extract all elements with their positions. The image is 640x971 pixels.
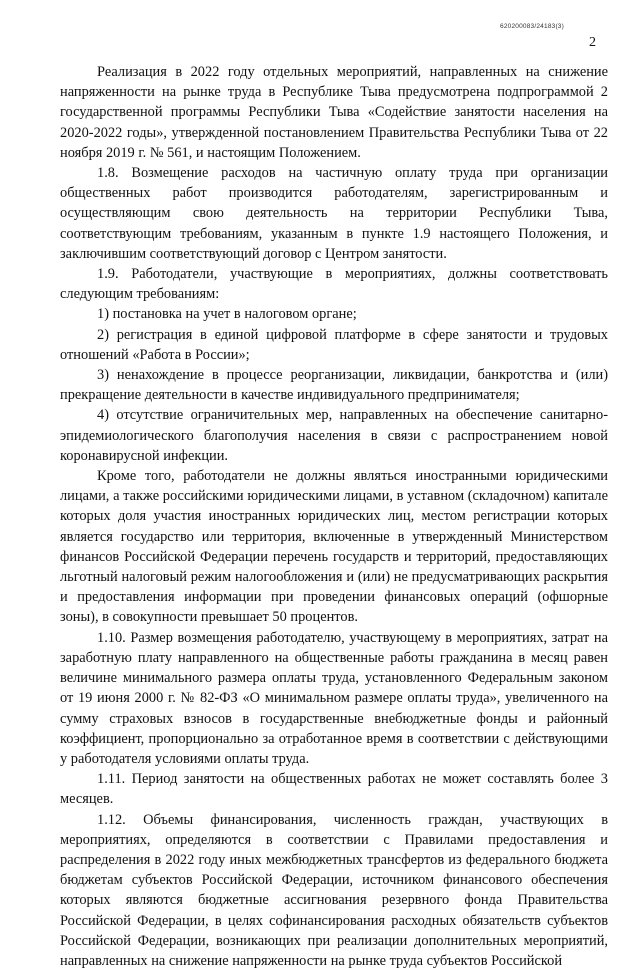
- paragraph-1-10: 1.10. Размер возмещения работодателю, участвующему в мероприятиях, затрат на заработную плату направленного на общественные работы гражданина в месяц равен величине минимального размера оплаты труда, установленного Федеральным законом от 19 июня 2000 г. № 82-ФЗ «О минимальном размере оплаты труда», увеличенного на сумму страховых взносов в государственные внебюджетные фонды и районный коэффициент, пропорционально за отработанное время в соответствии с действующими у работодателя условиями оплаты труда.: [60, 629, 608, 767]
- requirement-item-2: 2) регистрация в единой цифровой платформе в сфере занятости и трудовых отношений «Работа в России»;: [60, 326, 608, 363]
- requirement-item-1: 1) постановка на учет в налоговом органе;: [97, 306, 357, 323]
- document-body: [60, 62, 608, 971]
- requirement-item-4: 4) отсутствие ограничительных мер, направленных на обеспечение санитарно-эпидемиологического благополучия населения в связи с распространением новой коронавирусной инфекции.: [60, 407, 608, 464]
- requirement-item-3: 3) ненахождение в процессе реорганизации, ликвидации, банкротства и (или) прекращение деятельности в качестве индивидуального предпринимателя;: [60, 367, 608, 404]
- paragraph-intro: Реализация в 2022 году отдельных мероприятий, направленных на снижение напряженности на рынке труда в Республике Тыва предусмотрена подпрограммой 2 государственной программы Республики Тыва «Содействие занятости населения на 2020-2022 годы», утвержденной постановлением Правительства Республики Тыва от 22 ноября 2019 г. № 561, и настоящим Положением.: [60, 64, 608, 161]
- paragraph-1-12: 1.12. Объемы финансирования, численность граждан, участвующих в мероприятиях, определяются в соответствии с Правилами предоставления и распределения в 2022 году иных межбюджетных трансфертов из федерального бюджета бюджетам субъектов Российской Федерации, источником финансового обеспечения которых являются бюджетные ассигнования резервного фонда Правительства Российской Федерации, в целях софинансирования расходных обязательств субъектов Российской Федерации, возникающих при реализации дополнительных мероприятий, направленных на снижение напряженности на рынке труда субъектов Российской: [60, 811, 608, 969]
- paragraph-foreign-entities: Кроме того, работодатели не должны являться иностранными юридическими лицами, а также российскими юридическими лицами, в уставном (складочном) капитале которых доля участия иностранных юридических лиц, местом регистрации которых является государство или территория, включенные в утвержденный Министерством финансов Российской Федерации перечень государств и территорий, предоставляющих льготный налоговый режим налогообложения и (или) не предусматривающих раскрытия и предоставления информации при проведении финансовых операций (офшорные зоны), в совокупности превышает 50 процентов.: [60, 468, 608, 626]
- page-number: 2: [589, 35, 596, 50]
- paragraph-1-8: 1.8. Возмещение расходов на частичную оплату труда при организации общественных работ производится работодателям, зарегистрированным и осуществляющим свою деятельность на территории Республики Тыва, соответствующим требованиям, указанным в пункте 1.9 настоящего Положения, и заключившим соответствующий договор с Центром занятости.: [60, 165, 608, 262]
- paragraph-1-9: 1.9. Работодатели, участвующие в мероприятиях, должны соответствовать следующим требованиям:: [60, 266, 608, 303]
- paragraph-1-11: 1.11. Период занятости на общественных работах не может составлять более 3 месяцев.: [60, 771, 608, 808]
- document-code: 620200083/24183(3): [500, 23, 564, 30]
